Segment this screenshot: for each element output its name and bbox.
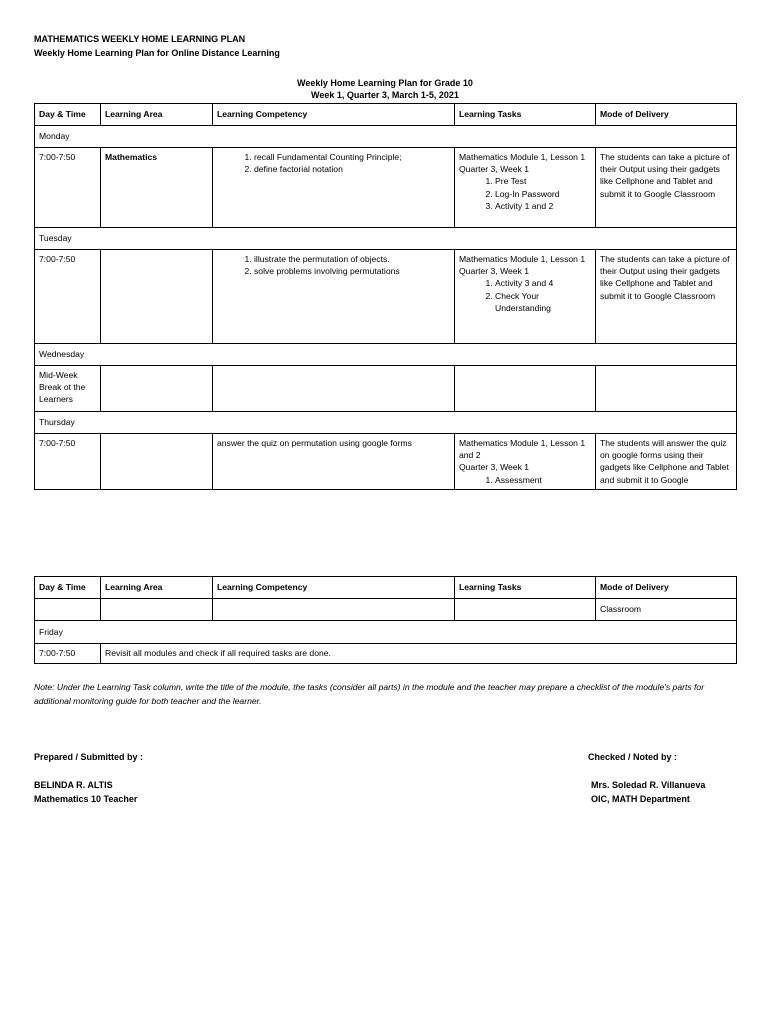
time-cell: 7:00-7:50 xyxy=(35,250,101,344)
competency-cell xyxy=(213,366,455,412)
delivery-cell: The students can take a picture of their Output using their gadgets like Cellphone and Tablet and submit it to Google Classroom xyxy=(596,250,737,344)
table-row xyxy=(35,250,737,344)
table-header-row xyxy=(35,104,737,126)
task-cell: Revisit all modules and check if all required tasks are done. xyxy=(101,644,737,664)
tasks-cell xyxy=(455,366,596,412)
task-item: 1. Pre Test xyxy=(495,175,591,187)
time-cell: 7:00-7:50 xyxy=(35,644,101,664)
column-header: Learning Area xyxy=(101,577,213,599)
tasks-cell xyxy=(455,148,596,228)
competency-cell xyxy=(213,599,455,621)
learning-area-cell xyxy=(101,599,213,621)
checked-label: Checked / Noted by : xyxy=(588,752,678,762)
delivery-cell: The students will answer the quiz on google forms using their gadgets like Cellphone and Tablet and submit it to Google xyxy=(596,434,737,490)
table-row xyxy=(35,366,737,412)
column-header: Learning Competency xyxy=(213,104,455,126)
learning-plan-table xyxy=(34,103,737,490)
time-cell: 7:00-7:50 xyxy=(35,148,101,228)
competency-item: 2. solve problems involving permutations xyxy=(254,265,450,277)
delivery-cell: The students can take a picture of their Output using their gadgets like Cellphone and Tablet and submit it to Google Classroom xyxy=(596,148,737,228)
tasks-quarter: Quarter 3, Week 1 xyxy=(459,164,530,175)
task-item: 1. Assessment xyxy=(495,474,591,486)
column-header: Mode of Delivery xyxy=(596,577,737,599)
task-item: 3. Activity 1 and 2 xyxy=(495,200,591,212)
column-header: Learning Competency xyxy=(213,577,455,599)
learning-area-cell: Mathematics xyxy=(101,148,213,228)
day-row-thursday xyxy=(35,412,737,434)
tasks-quarter: Quarter 3, Week 1 xyxy=(459,266,530,277)
column-header: Mode of Delivery xyxy=(596,104,737,126)
learning-area-cell xyxy=(101,366,213,412)
day-row-tuesday xyxy=(35,228,737,250)
time-cell: 7:00-7:50 xyxy=(35,434,101,490)
preparer-name: BELINDA R. ALTIS xyxy=(34,780,113,790)
column-header: Day & Time xyxy=(35,577,101,599)
table-header-row xyxy=(35,577,737,599)
task-item: 1. Activity 3 and 4 xyxy=(495,277,591,289)
competency-cell xyxy=(213,148,455,228)
day-label: Monday xyxy=(35,126,737,148)
table-row xyxy=(35,644,737,664)
document-title: MATHEMATICS WEEKLY HOME LEARNING PLAN xyxy=(34,34,246,44)
day-label: Tuesday xyxy=(35,228,737,250)
time-cell: Mid-Week Break ot the Learners xyxy=(35,366,101,412)
day-row-friday xyxy=(35,621,737,644)
learning-area-cell xyxy=(101,250,213,344)
delivery-cell: Classroom xyxy=(596,599,737,621)
competency-item: 1. illustrate the permutation of objects. xyxy=(254,253,450,265)
table-row xyxy=(35,148,737,228)
tasks-quarter: Quarter 3, Week 1 xyxy=(459,462,530,473)
competency-cell: answer the quiz on permutation using google forms xyxy=(213,434,455,490)
learning-plan-table-continued xyxy=(34,576,737,664)
tasks-cell xyxy=(455,599,596,621)
column-header: Learning Area xyxy=(101,104,213,126)
tasks-intro: Mathematics Module 1, Lesson 1 xyxy=(459,254,586,264)
competency-item: 2. define factorial notation xyxy=(254,163,450,175)
day-label: Thursday xyxy=(35,412,737,434)
competency-item: 1. recall Fundamental Counting Principle; xyxy=(254,151,450,163)
checker-title: OIC, MATH Department xyxy=(591,794,690,804)
preparer-title: Mathematics 10 Teacher xyxy=(34,794,138,804)
note-text: Note: Under the Learning Task column, write the title of the module, the tasks (consider all parts) in the module and the teacher may prepare a checklist of the module's parts for additional monitoring guide for both teacher and the learner. xyxy=(34,682,705,706)
learning-area-cell xyxy=(101,434,213,490)
delivery-cell xyxy=(596,366,737,412)
table-row xyxy=(35,434,737,490)
table-title: Weekly Home Learning Plan for Grade 10 xyxy=(297,78,473,88)
document-subtitle: Weekly Home Learning Plan for Online Distance Learning xyxy=(34,48,280,58)
prepared-label: Prepared / Submitted by : xyxy=(34,752,144,762)
column-header: Learning Tasks xyxy=(455,577,596,599)
checker-name: Mrs. Soledad R. Villanueva xyxy=(591,780,706,790)
table-subtitle: Week 1, Quarter 3, March 1-5, 2021 xyxy=(311,90,459,100)
day-label: Friday xyxy=(35,621,737,644)
tasks-cell xyxy=(455,250,596,344)
tasks-cell xyxy=(455,434,596,490)
task-item: 2. Check Your Understanding xyxy=(495,290,591,314)
competency-cell xyxy=(213,250,455,344)
table-row xyxy=(35,599,737,621)
column-header: Learning Tasks xyxy=(455,104,596,126)
day-row-monday xyxy=(35,126,737,148)
task-item: 2. Log-In Password xyxy=(495,188,591,200)
tasks-intro: Mathematics Module 1, Lesson 1 and 2 xyxy=(459,438,586,461)
column-header: Day & Time xyxy=(35,104,101,126)
day-label: Wednesday xyxy=(35,344,737,366)
time-cell xyxy=(35,599,101,621)
tasks-intro: Mathematics Module 1, Lesson 1 xyxy=(459,152,586,162)
day-row-wednesday xyxy=(35,344,737,366)
